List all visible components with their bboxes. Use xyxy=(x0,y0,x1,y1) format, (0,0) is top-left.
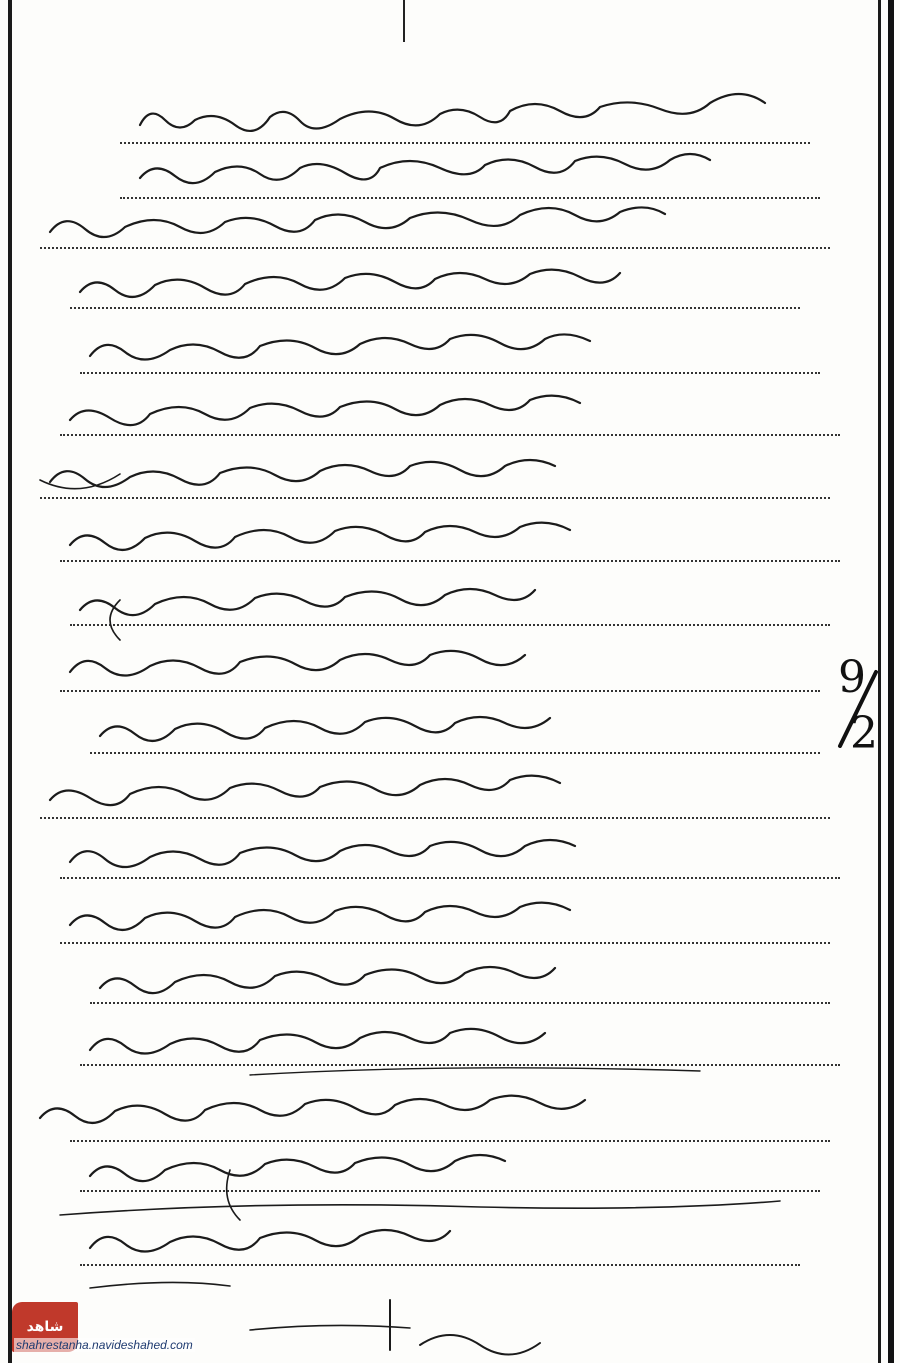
page-number-mark xyxy=(832,650,878,760)
watermark-logo: شاهد xyxy=(12,1302,78,1352)
page-number-top: 9 xyxy=(838,652,866,703)
page-number-bottom: 2 xyxy=(850,708,878,759)
watermark-url: shahrestanha.navideshahed.com xyxy=(16,1338,193,1352)
site-watermark xyxy=(8,1300,288,1360)
